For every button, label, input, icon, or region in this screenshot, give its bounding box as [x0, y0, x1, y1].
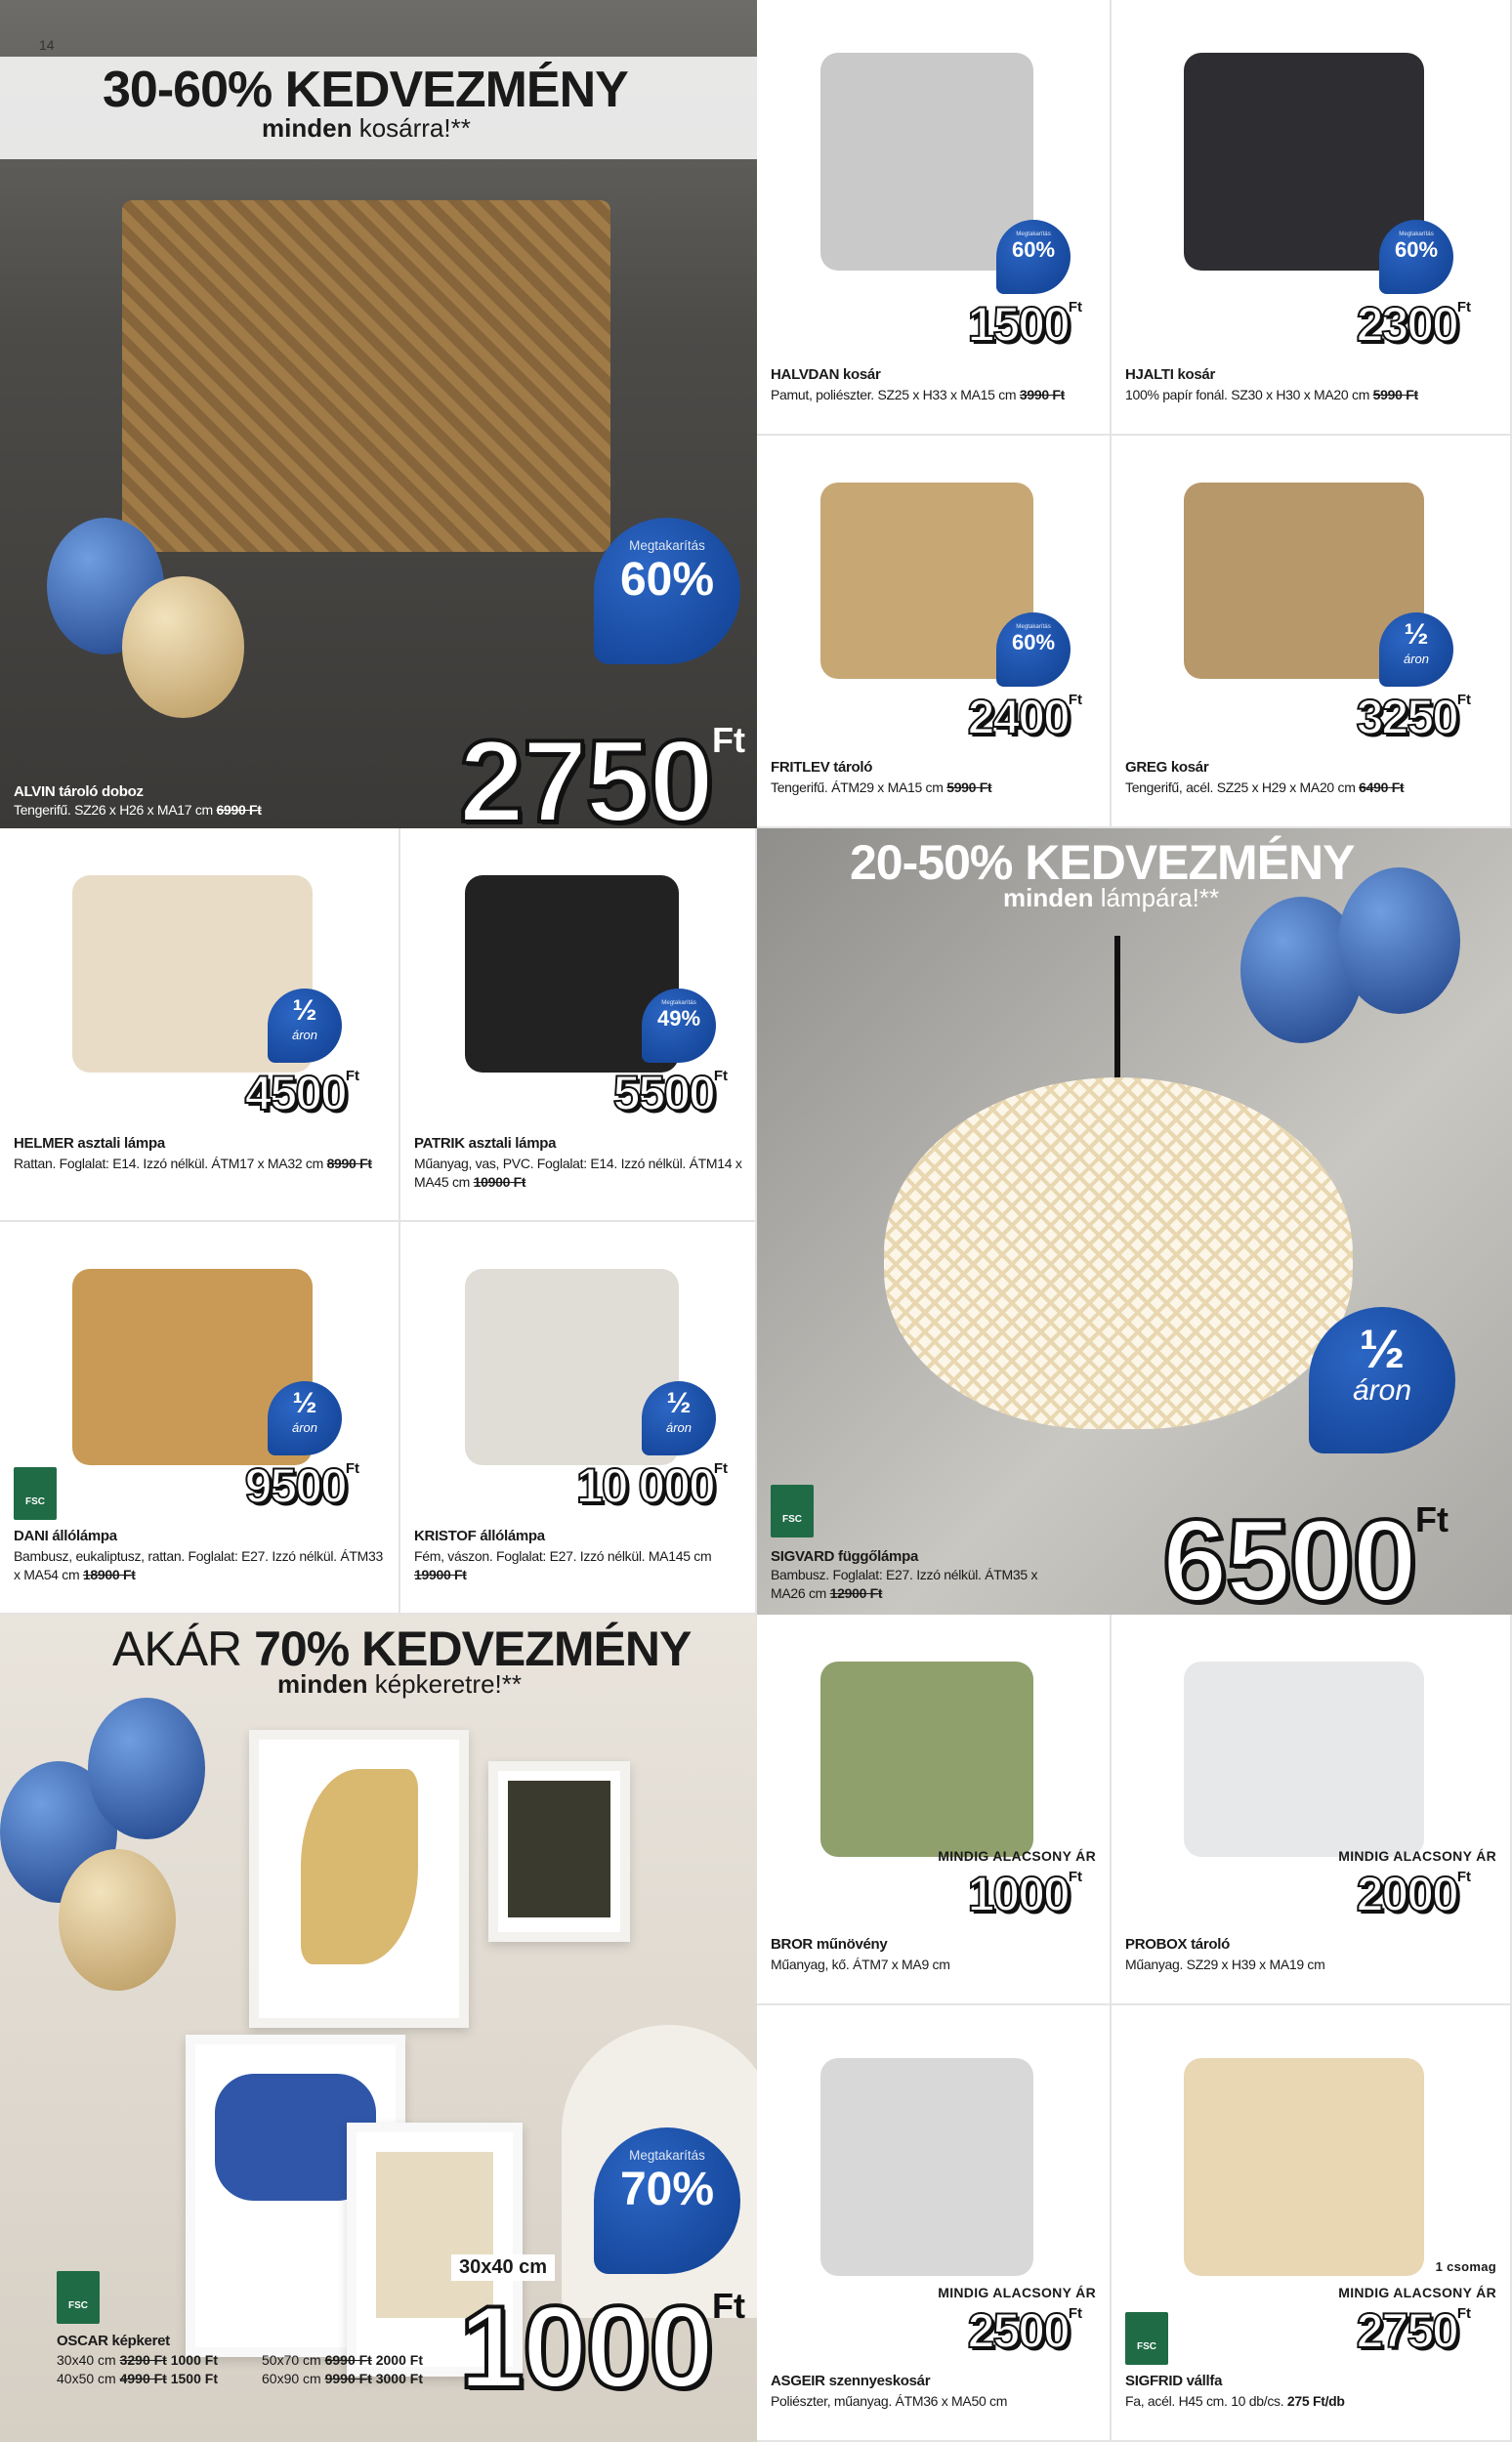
- hero-lamps: [757, 828, 1512, 1615]
- old-price: 8990 Ft: [326, 1156, 372, 1171]
- currency: Ft: [1068, 1869, 1082, 1885]
- product-image: [820, 2058, 1033, 2277]
- badge-value: ½: [1359, 1318, 1406, 1379]
- product-image: [1184, 1662, 1424, 1857]
- product-card[interactable]: [757, 2005, 1112, 2442]
- product-price: [967, 2303, 1082, 2358]
- badge-label: Megtakarítás: [629, 538, 705, 553]
- size-row: [57, 2351, 262, 2370]
- savings-badge: [594, 2127, 740, 2274]
- product-desc: [1125, 1956, 1498, 1974]
- product-name: FRITLEV tároló: [771, 759, 873, 776]
- title-text: 70% KEDVEZMÉNY: [254, 1621, 692, 1676]
- desc-text: Fém, vászon. Foglalat: E27. Izzó nélkül. MA145 cm: [414, 1548, 712, 1564]
- size: 30x40 cm: [57, 2352, 116, 2368]
- product-name: ASGEIR szennyeskosár: [771, 2373, 931, 2389]
- badge-value: 60%: [1394, 236, 1439, 262]
- new-price: 2000 Ft: [375, 2352, 423, 2368]
- section-subtitle: [1003, 883, 1219, 913]
- old-price: 9990 Ft: [324, 2371, 372, 2386]
- new-price: 3000 Ft: [375, 2371, 423, 2386]
- old-price: 12900 Ft: [829, 1585, 883, 1601]
- desc-text: Műanyag. SZ29 x H39 x MA19 cm: [1125, 1957, 1325, 1972]
- old-price: 5990 Ft: [946, 779, 992, 795]
- price-value: 2400: [967, 690, 1069, 744]
- currency: Ft: [1068, 692, 1082, 708]
- new-price: 1000 Ft: [170, 2352, 218, 2368]
- product-price: [1356, 2303, 1471, 2358]
- price-value: 1500: [967, 297, 1069, 352]
- desc-text: 100% papír fonál. SZ30 x H30 x MA20 cm: [1125, 387, 1370, 402]
- product-price: [1356, 690, 1471, 744]
- subtitle-text: lámpára!**: [1100, 883, 1220, 912]
- savings-badge: [996, 612, 1071, 687]
- price-value: 5500: [612, 1066, 714, 1120]
- product-card[interactable]: [757, 1615, 1112, 2005]
- product-desc: [414, 1547, 743, 1584]
- currency: Ft: [1414, 1499, 1449, 1539]
- product-name: PROBOX tároló: [1125, 1936, 1230, 1953]
- section-subtitle: [262, 113, 471, 144]
- mindig-label: MINDIG ALACSONY ÁR: [1338, 1848, 1496, 1864]
- product-card[interactable]: [757, 0, 1112, 436]
- desc-text: Tengerifű. SZ26 x H26 x MA17 cm: [14, 802, 213, 818]
- badge-label: Megtakarítás: [1399, 230, 1434, 237]
- balloons-image-3: [59, 1849, 176, 1991]
- size-row: [262, 2370, 467, 2388]
- currency: Ft: [1456, 299, 1471, 316]
- size-tag: 30x40 cm: [451, 2254, 555, 2281]
- price-value: 2300: [1356, 297, 1457, 352]
- currency: Ft: [711, 2286, 745, 2326]
- product-image: [820, 1662, 1033, 1857]
- product-price: [967, 297, 1082, 352]
- alvin-box-image: [122, 200, 610, 552]
- balloons-image-2: [88, 1698, 205, 1839]
- price-value: 4500: [244, 1066, 346, 1120]
- new-price: 1500 Ft: [170, 2371, 218, 2386]
- product-card[interactable]: [1112, 0, 1512, 436]
- product-desc: [14, 1547, 387, 1584]
- subtitle-text: kosárra!**: [358, 113, 471, 143]
- size: 60x90 cm: [262, 2371, 321, 2386]
- badge-label: áron: [1352, 1374, 1412, 1407]
- product-desc: [771, 2392, 1098, 2411]
- product-name: GREG kosár: [1125, 759, 1209, 776]
- old-price: 10900 Ft: [473, 1174, 526, 1190]
- product-desc: [771, 386, 1098, 404]
- old-price: 6490 Ft: [1359, 779, 1405, 795]
- product-card[interactable]: [757, 436, 1112, 828]
- savings-badge: [642, 989, 716, 1063]
- old-price: 4990 Ft: [119, 2371, 167, 2386]
- old-price: 18900 Ft: [82, 1567, 136, 1582]
- currency: Ft: [1456, 2305, 1471, 2322]
- product-desc: [771, 1956, 1098, 1974]
- currency: Ft: [713, 1460, 728, 1477]
- half-price-badge: [268, 989, 342, 1063]
- frame-leaf-image: [249, 1730, 469, 2028]
- half-price-badge: [1309, 1307, 1455, 1453]
- title-prefix: AKÁR: [112, 1621, 242, 1676]
- desc-text: Bambusz. Foglalat: E27. Izzó nélkül. ÁTM35 x MA26 cm: [771, 1567, 1038, 1601]
- product-price: [1356, 1867, 1471, 1921]
- badge-label: Megtakarítás: [1016, 230, 1051, 237]
- badge-label: Megtakarítás: [1016, 622, 1051, 630]
- currency: Ft: [1456, 1869, 1471, 1885]
- desc-text: Poliészter, műanyag. ÁTM36 x MA50 cm: [771, 2393, 1008, 2409]
- currency: Ft: [1068, 2305, 1082, 2322]
- product-price: [967, 690, 1082, 744]
- size-row: [262, 2351, 467, 2370]
- product-desc: [14, 801, 733, 820]
- old-price: 3990 Ft: [1019, 387, 1066, 402]
- sigvard-lamp-image: [884, 1077, 1353, 1429]
- size-row: [57, 2370, 262, 2388]
- old-price: 6990 Ft: [324, 2352, 372, 2368]
- price-value: 1000: [459, 2282, 712, 2413]
- product-desc: [771, 1566, 1064, 1603]
- product-desc: [1125, 2392, 1498, 2411]
- product-price: [1356, 297, 1471, 352]
- badge-label: áron: [1403, 652, 1430, 666]
- savings-badge: [1379, 220, 1453, 294]
- product-name: HELMER asztali lámpa: [14, 1135, 165, 1152]
- badge-label: áron: [665, 1420, 693, 1435]
- currency: Ft: [713, 1068, 728, 1084]
- product-name: BROR műnövény: [771, 1936, 888, 1953]
- price-value: 9500: [244, 1458, 346, 1513]
- product-name: OSCAR képkeret: [57, 2333, 170, 2349]
- old-price: 19900 Ft: [414, 1567, 467, 1582]
- size-list: [57, 2351, 467, 2388]
- badge-value: ½: [1404, 618, 1429, 651]
- half-price-badge: [1379, 612, 1453, 687]
- section-title: 20-50% KEDVEZMÉNY: [850, 835, 1355, 890]
- savings-badge: [996, 220, 1071, 294]
- price-value: 2750: [459, 716, 712, 828]
- badge-value: 70%: [619, 2164, 715, 2215]
- badge-label: Megtakarítás: [629, 2148, 705, 2163]
- badge-label: áron: [291, 1028, 318, 1042]
- product-price: [1162, 1495, 1449, 1615]
- section-title: 30-60% KEDVEZMÉNY: [103, 62, 628, 118]
- product-name: HALVDAN kosár: [771, 366, 881, 383]
- mindig-label: MINDIG ALACSONY ÁR: [1338, 2285, 1496, 2300]
- badge-value: 60%: [1011, 629, 1056, 654]
- product-card[interactable]: [1112, 1615, 1512, 2005]
- subtitle-bold: minden: [1003, 883, 1094, 912]
- currency: Ft: [345, 1068, 359, 1084]
- badge-value: 60%: [619, 554, 715, 606]
- subtitle-bold: minden: [277, 1669, 368, 1699]
- product-name: KRISTOF állólámpa: [414, 1528, 545, 1544]
- mindig-label: MINDIG ALACSONY ÁR: [938, 1848, 1096, 1864]
- half-price-badge: [642, 1381, 716, 1455]
- old-price: 3290 Ft: [119, 2352, 167, 2368]
- product-card[interactable]: [1112, 436, 1512, 828]
- currency: Ft: [1068, 299, 1082, 316]
- desc-text: Bambusz, eukaliptusz, rattan. Foglalat: E27. Izzó nélkül. ÁTM33 x MA54 cm: [14, 1548, 383, 1582]
- price-value: 3250: [1356, 690, 1457, 744]
- product-desc: [414, 1155, 743, 1192]
- size: 40x50 cm: [57, 2371, 116, 2386]
- product-desc: [1125, 779, 1498, 797]
- desc-text: Tengerifű, acél. SZ25 x H29 x MA20 cm: [1125, 779, 1356, 795]
- product-price: [967, 1867, 1082, 1921]
- price-value: 6500: [1162, 1495, 1415, 1615]
- fsc-logo: FSC: [14, 1467, 57, 1520]
- product-card[interactable]: [1112, 2005, 1512, 2442]
- product-name: HJALTI kosár: [1125, 366, 1215, 383]
- page-number: 14: [39, 37, 55, 53]
- product-name: SIGVARD függőlámpa: [771, 1548, 918, 1565]
- badge-label: Megtakarítás: [661, 998, 696, 1006]
- badge-value: 49%: [656, 1005, 701, 1031]
- product-price: [244, 1458, 359, 1513]
- desc-text: Fa, acél. H45 cm. 10 db/cs.: [1125, 2393, 1284, 2409]
- badge-value: 60%: [1011, 236, 1056, 262]
- product-card[interactable]: [400, 1222, 757, 1615]
- fsc-logo: FSC: [1125, 2312, 1168, 2365]
- desc-text: Tengerifű. ÁTM29 x MA15 cm: [771, 779, 944, 795]
- hero-baskets: [0, 0, 757, 828]
- currency: Ft: [1456, 692, 1471, 708]
- size: 50x70 cm: [262, 2352, 321, 2368]
- badge-value: ½: [292, 1387, 317, 1419]
- product-image: [1184, 2058, 1424, 2277]
- half-price-badge: [268, 1381, 342, 1455]
- section-subtitle: [277, 1669, 522, 1700]
- badge-value: ½: [666, 1387, 692, 1419]
- product-price: [244, 1066, 359, 1120]
- product-name: ALVIN tároló doboz: [14, 783, 144, 800]
- old-price: 6990 Ft: [216, 802, 262, 818]
- product-name: DANI állólámpa: [14, 1528, 117, 1544]
- hero-frames: [0, 1615, 757, 2442]
- product-name: PATRIK asztali lámpa: [414, 1135, 557, 1152]
- fsc-logo: FSC: [771, 1485, 814, 1537]
- unit-price: 275 Ft/db: [1286, 2393, 1345, 2409]
- badge-label: áron: [291, 1420, 318, 1435]
- balloons-image-2: [1338, 867, 1460, 1014]
- price-value: 2750: [1356, 2303, 1457, 2358]
- desc-text: Műanyag, vas, PVC. Foglalat: E14. Izzó nélkül. ÁTM14 x MA45 cm: [414, 1156, 742, 1190]
- savings-badge: [594, 518, 740, 664]
- balloon-gold-image: [122, 576, 244, 718]
- subtitle-bold: minden: [262, 113, 353, 143]
- product-desc: [14, 1155, 387, 1173]
- price-value: 2500: [967, 2303, 1069, 2358]
- desc-text: Rattan. Foglalat: E14. Izzó nélkül. ÁTM17 x MA32 cm: [14, 1156, 323, 1171]
- product-card[interactable]: [400, 828, 757, 1222]
- badge-value: ½: [292, 994, 317, 1027]
- currency: Ft: [345, 1460, 359, 1477]
- product-name: SIGFRID vállfa: [1125, 2373, 1223, 2389]
- pack-label: 1 csomag: [1435, 2259, 1496, 2274]
- product-card[interactable]: [0, 828, 400, 1222]
- price-value: 1000: [967, 1867, 1069, 1921]
- currency: Ft: [711, 720, 745, 760]
- product-price: [459, 2282, 745, 2413]
- price-value: 10 000: [575, 1458, 714, 1513]
- mindig-label: MINDIG ALACSONY ÁR: [938, 2285, 1096, 2300]
- subtitle-text: képkeretre!**: [374, 1669, 522, 1699]
- desc-text: Műanyag, kő. ÁTM7 x MA9 cm: [771, 1957, 950, 1972]
- fsc-logo: FSC: [57, 2271, 100, 2324]
- product-desc: [1125, 386, 1498, 404]
- product-desc: [771, 779, 1098, 797]
- product-card[interactable]: [0, 1222, 400, 1615]
- product-price: [612, 1066, 728, 1120]
- frame-lemon-image: [488, 1761, 630, 1942]
- product-price: [575, 1458, 728, 1513]
- desc-text: Pamut, poliészter. SZ25 x H33 x MA15 cm: [771, 387, 1017, 402]
- price-value: 2000: [1356, 1867, 1457, 1921]
- old-price: 5990 Ft: [1372, 387, 1418, 402]
